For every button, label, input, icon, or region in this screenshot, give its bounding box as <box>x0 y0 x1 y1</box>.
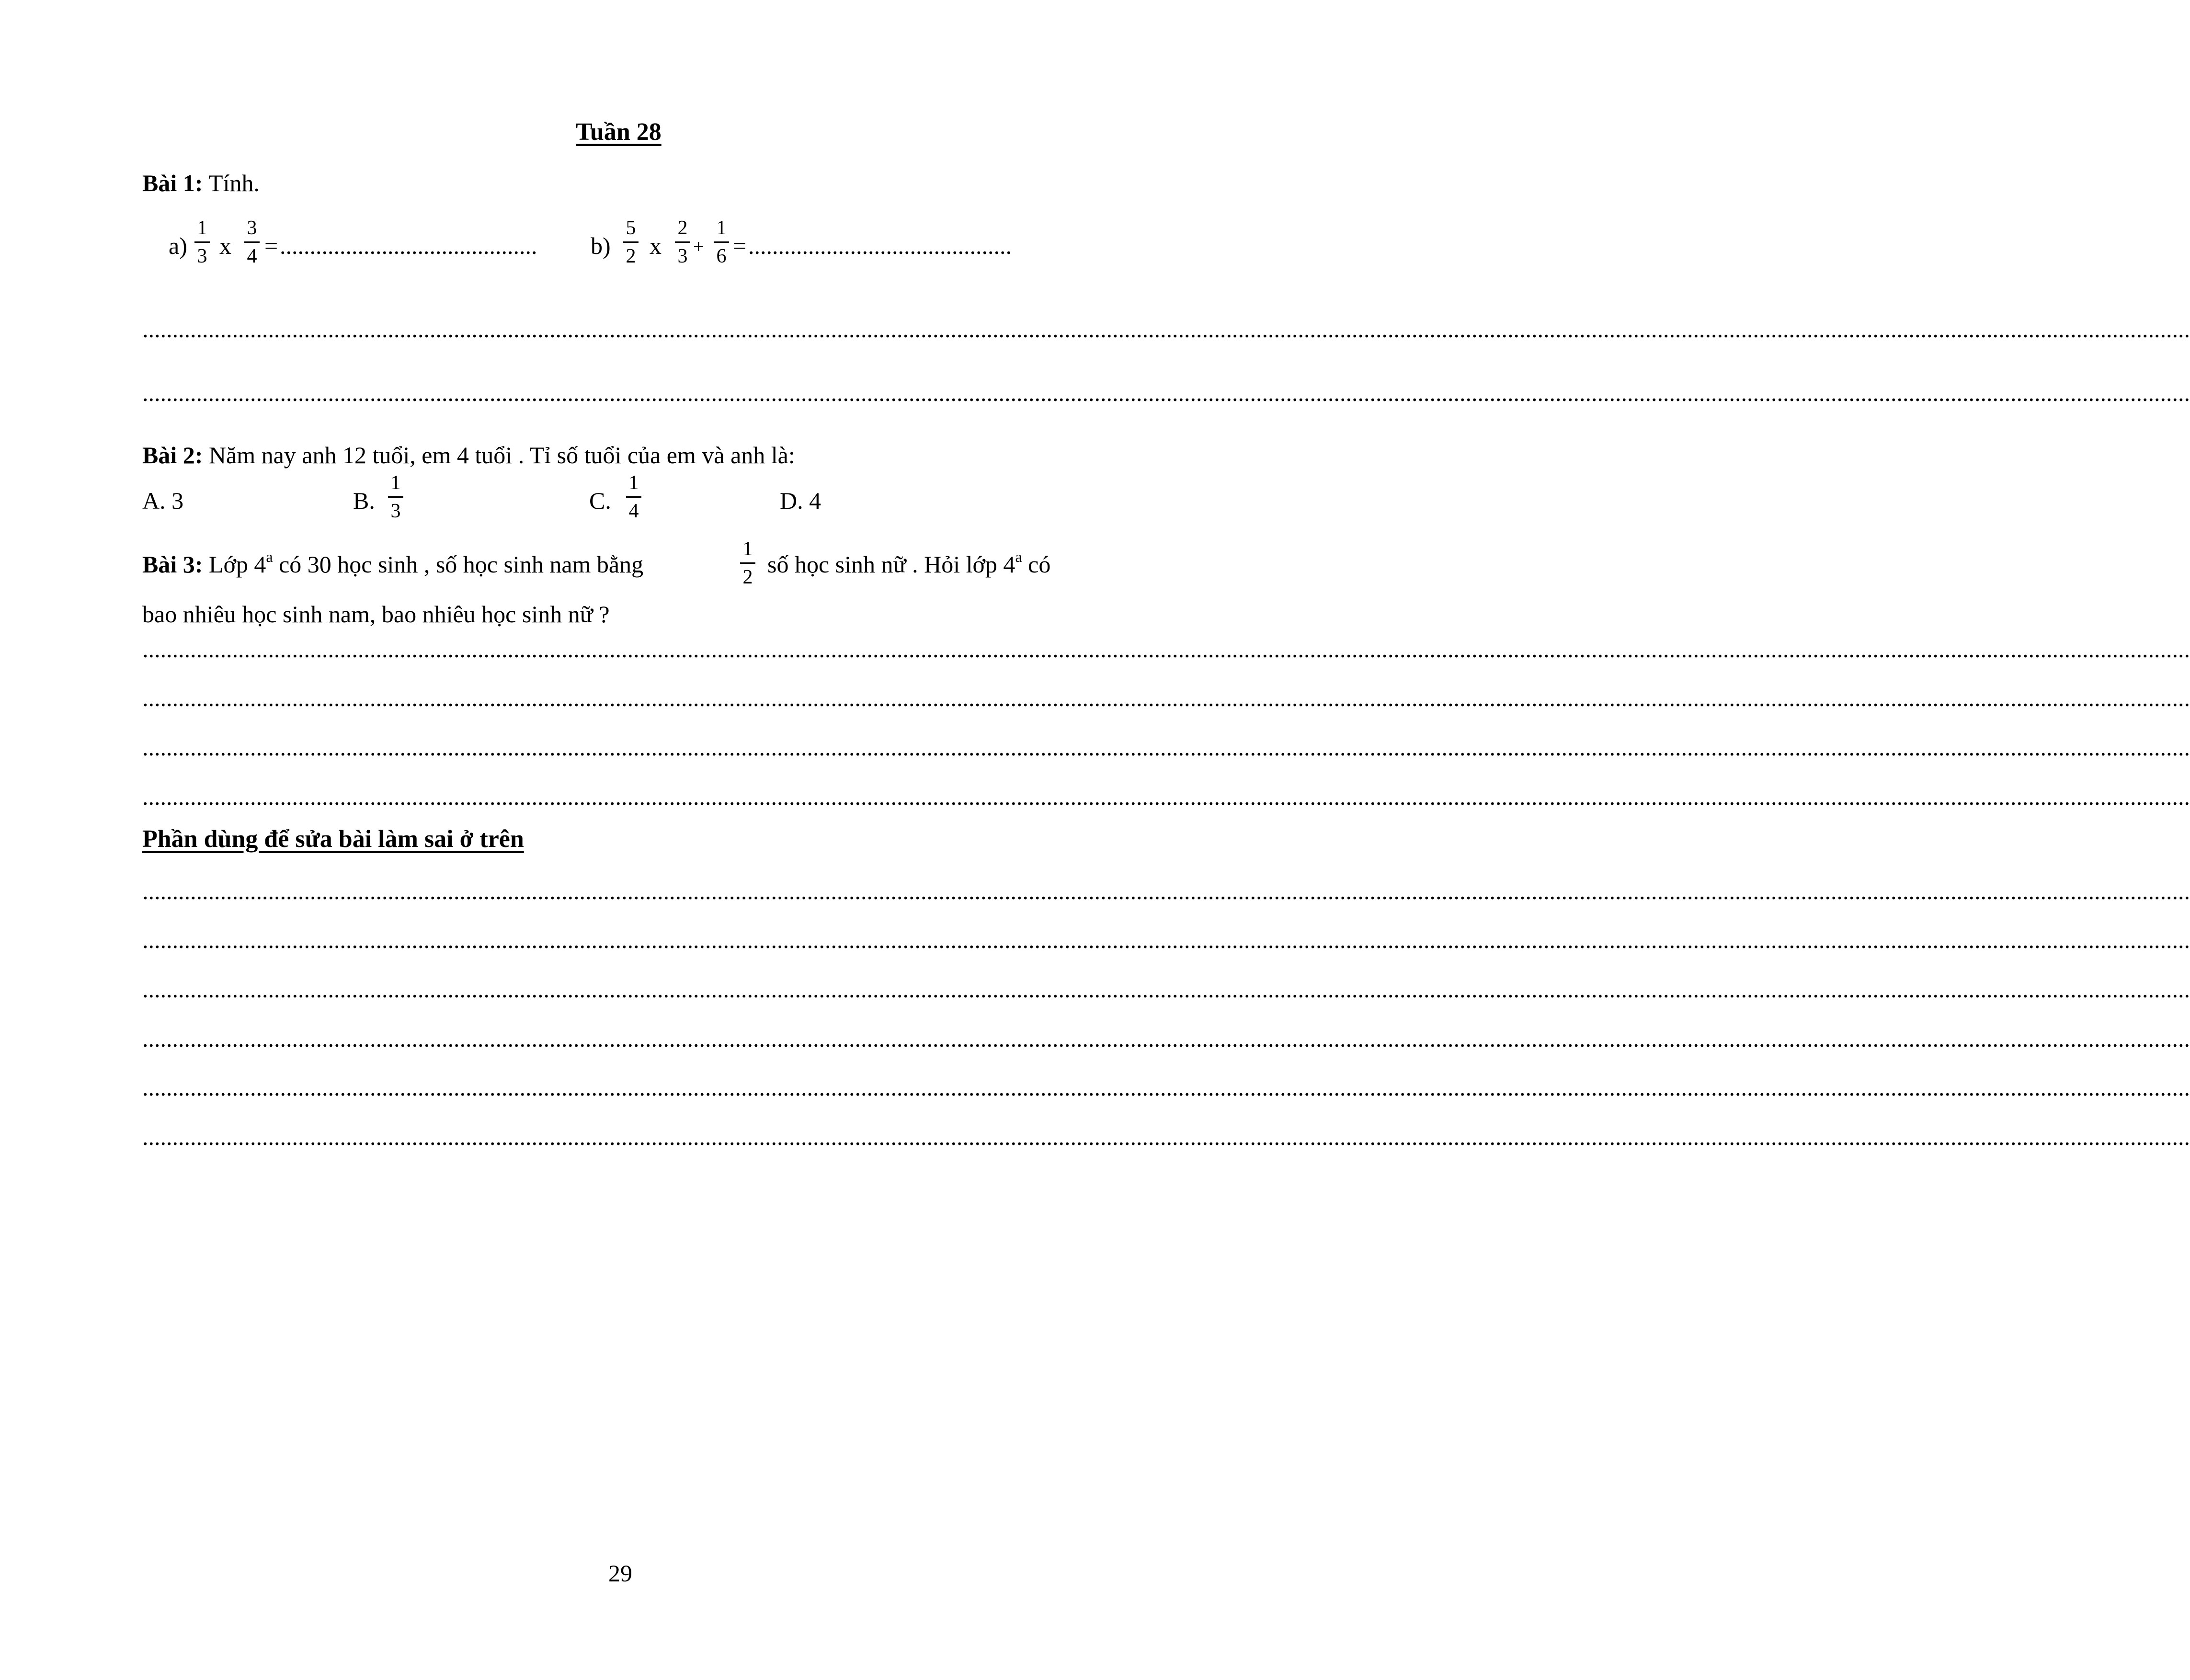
fraction-numerator: 1 <box>742 538 753 560</box>
exercise-1a-label: a) <box>169 232 187 259</box>
exercise-3-fraction <box>738 539 757 587</box>
answer-line: ...................................................................................................................................................................................................................................................................................................................................................... <box>142 316 2190 343</box>
option-b-label: B. <box>353 487 375 514</box>
fraction-bar <box>194 241 210 243</box>
exercise-3-text: số học sinh nữ . Hỏi lớp 4 <box>767 551 1015 578</box>
fraction-bar <box>623 241 639 243</box>
fraction-denominator: 2 <box>626 245 636 267</box>
exercise-3-question-part2 <box>767 550 1050 579</box>
exercise-3-question-part1 <box>142 550 643 579</box>
fraction-denominator: 6 <box>716 245 727 267</box>
fraction-denominator: 3 <box>677 245 688 267</box>
exercise-2-question <box>142 441 795 469</box>
fraction-bar <box>388 496 403 498</box>
exercise-1a-fraction-2 <box>242 218 262 266</box>
exercise-3-question-line2: bao nhiêu học sinh nam, bao nhiêu học sinh nữ ? <box>142 601 610 628</box>
exercise-1b-fraction-1 <box>621 218 640 266</box>
answer-line: ...................................................................................................................................................................................................................................................................................................................................................... <box>142 636 2190 663</box>
exercise-1a-answer-dots: ........................................... <box>280 232 537 259</box>
fraction-numerator: 1 <box>628 472 639 494</box>
answer-line: ...................................................................................................................................................................................................................................................................................................................................................... <box>142 976 2190 1003</box>
fraction-bar <box>626 496 641 498</box>
fraction-numerator: 1 <box>716 217 727 239</box>
answer-line: ...................................................................................................................................................................................................................................................................................................................................................... <box>142 926 2190 953</box>
exercise-1b-answer-dots: ............................................ <box>748 232 1012 259</box>
exercise-1-label: Bài 1: <box>142 170 203 196</box>
exercise-3-text: có 30 học sinh , số học sinh nam bằng <box>273 551 644 578</box>
exercise-2-text: Năm nay anh 12 tuổi, em 4 tuổi . Tỉ số tuổi của em và anh là: <box>208 442 795 469</box>
answer-line: ...................................................................................................................................................................................................................................................................................................................................................... <box>142 685 2190 711</box>
fraction-bar <box>740 562 755 564</box>
option-d: D. 4 <box>780 487 821 514</box>
answer-line: ...................................................................................................................................................................................................................................................................................................................................................... <box>142 379 2190 406</box>
fraction-numerator: 1 <box>390 472 401 494</box>
fraction-numerator: 3 <box>247 217 257 239</box>
class-superscript: a <box>1015 548 1022 566</box>
exercise-1b-label: b) <box>591 232 611 259</box>
fraction-bar <box>675 241 690 243</box>
equals-sign: = <box>733 232 747 259</box>
fraction-denominator: 4 <box>628 500 639 522</box>
exercise-3-text: Lớp 4 <box>208 551 266 578</box>
exercise-3-text: có <box>1022 551 1051 578</box>
answer-line: ...................................................................................................................................................................................................................................................................................................................................................... <box>142 1025 2190 1052</box>
exercise-1-instruction: Tính. <box>208 170 260 196</box>
fraction-denominator: 3 <box>390 500 401 522</box>
fraction-denominator: 3 <box>197 245 207 267</box>
exercise-1b-fraction-3 <box>712 218 731 266</box>
exercise-1b-fraction-2 <box>673 218 692 266</box>
page-title: Tuần 28 <box>576 118 662 146</box>
fraction-denominator: 4 <box>247 245 257 267</box>
option-b-fraction <box>386 473 405 521</box>
multiply-sign: x <box>219 232 231 259</box>
correction-section-title: Phần dùng để sửa bài làm sai ở trên <box>142 825 524 853</box>
answer-line: ...................................................................................................................................................................................................................................................................................................................................................... <box>142 1074 2190 1101</box>
exercise-1a-fraction-1 <box>193 218 212 266</box>
option-c-fraction <box>624 473 643 521</box>
answer-line: ...................................................................................................................................................................................................................................................................................................................................................... <box>142 1123 2190 1150</box>
plus-sign: + <box>693 236 704 257</box>
exercise-2-label: Bài 2: <box>142 442 203 469</box>
fraction-numerator: 1 <box>197 217 207 239</box>
fraction-bar <box>714 241 729 243</box>
fraction-numerator: 2 <box>677 217 688 239</box>
exercise-1-heading <box>142 169 260 197</box>
fraction-bar <box>244 241 260 243</box>
exercise-3-label: Bài 3: <box>142 551 203 578</box>
answer-line: ...................................................................................................................................................................................................................................................................................................................................................... <box>142 783 2190 810</box>
answer-line: ...................................................................................................................................................................................................................................................................................................................................................... <box>142 878 2190 904</box>
page-number: 29 <box>608 1560 632 1587</box>
fraction-numerator: 5 <box>626 217 636 239</box>
fraction-denominator: 2 <box>742 566 753 588</box>
option-a: A. 3 <box>142 487 184 514</box>
class-superscript: a <box>266 548 273 566</box>
option-c-label: C. <box>589 487 611 514</box>
answer-line: ...................................................................................................................................................................................................................................................................................................................................................... <box>142 734 2190 761</box>
equals-sign: = <box>264 232 278 259</box>
multiply-sign: x <box>650 232 662 259</box>
